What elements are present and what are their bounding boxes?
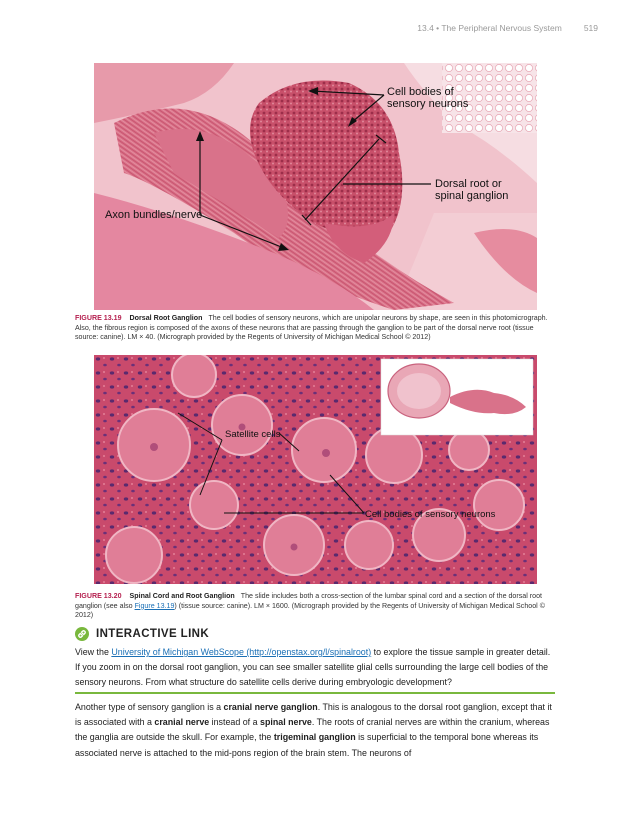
- figure-label: FIGURE 13.19: [75, 314, 122, 322]
- label-dorsal-root-line1: Dorsal root or: [435, 178, 502, 190]
- caption-figure-13-19: [75, 314, 557, 343]
- term-spinal-nerve: spinal nerve: [260, 717, 312, 728]
- body-text: . The roots of cranial nerves are within the cranium, whereas the ganglia are outside the skull. For example, the: [75, 717, 550, 743]
- text-before: View the: [75, 647, 112, 657]
- label-cell-bodies-line2: sensory neurons: [387, 98, 469, 110]
- page-number: 519: [583, 23, 598, 33]
- link-icon: [75, 627, 89, 641]
- caption-text-before: The slide includes both a cross-section of the lumbar spinal cord and a section of the dorsal root ganglion (see also: [75, 592, 543, 610]
- caption-figure-13-20: [75, 592, 557, 621]
- body-text: . This is analogous to the dorsal root ganglion, except that it is associated with a: [75, 702, 552, 728]
- term-trigeminal-ganglion: trigeminal ganglion: [273, 732, 356, 743]
- interactive-link-text: [75, 645, 555, 691]
- figure-13-19-link[interactable]: Figure 13.19: [134, 601, 175, 610]
- figure-label: FIGURE 13.20: [75, 592, 122, 600]
- section-divider: [75, 692, 555, 694]
- caption-text-after: ) (tissue source: canine). LM × 1600. (Micrograph provided by the Regents of University of Michigan Medical School © 2012): [75, 601, 545, 620]
- interactive-link-title: INTERACTIVE LINK: [96, 628, 210, 640]
- figure-dorsal-root-ganglion: [94, 63, 537, 310]
- body-text: Another type of sensory ganglion is a: [75, 702, 224, 712]
- figure-title: Spinal Cord and Root Ganglion: [129, 592, 235, 600]
- label-axon-bundles: Axon bundles/nerve: [105, 209, 203, 221]
- section-title: 13.4 • The Peripheral Nervous System: [417, 23, 562, 33]
- body-text: instead of a: [209, 717, 261, 728]
- micrograph-dorsal-root-ganglion: [94, 63, 537, 310]
- label-satellite-cells: Satellite cells: [225, 429, 281, 440]
- figure-spinal-cord-root-ganglion: [94, 355, 537, 584]
- label-cell-bodies-sensory-neurons: Cell bodies of sensory neurons: [365, 509, 496, 520]
- label-cell-bodies-line1: Cell bodies of: [387, 86, 454, 98]
- text-after: to explore the tissue sample in greater detail. If you zoom in on the dorsal root ganglion, you can see smaller satellite glial cells surrounding the large cell bodies of the sensory neurons. From what structure do satellite cells derive during embryologic development?: [75, 647, 551, 688]
- webscope-link[interactable]: University of Michigan WebScope (http://openstax.org/l/spinalroot): [111, 647, 372, 657]
- body-text: is superficial to the temporal bone whereas its associated nerve is attached to the mid-pons region of the brain stem. The neurons of: [75, 732, 539, 758]
- figure-title: Dorsal Root Ganglion: [129, 314, 203, 322]
- term-cranial-nerve-ganglion: cranial nerve ganglion: [223, 702, 318, 712]
- label-dorsal-root-line2: spinal ganglion: [435, 190, 509, 202]
- body-paragraph: [75, 700, 555, 761]
- micrograph-satellite-cells: [94, 355, 537, 584]
- running-head: [417, 23, 598, 33]
- interactive-link-header: [75, 627, 209, 641]
- caption-text: The cell bodies of sensory neurons, which are unipolar neurons by shape, are seen in this photomicrograph. Also, the fibrous region is composed of the axons of these neurons that are passing through the ganglion to be part of the dorsal nerve root (tissue source: canine). LM × 40. (Micrograph provided by the Regents of University of Michigan Medical School © 2012): [75, 314, 548, 342]
- term-cranial-nerve: cranial nerve: [154, 717, 210, 728]
